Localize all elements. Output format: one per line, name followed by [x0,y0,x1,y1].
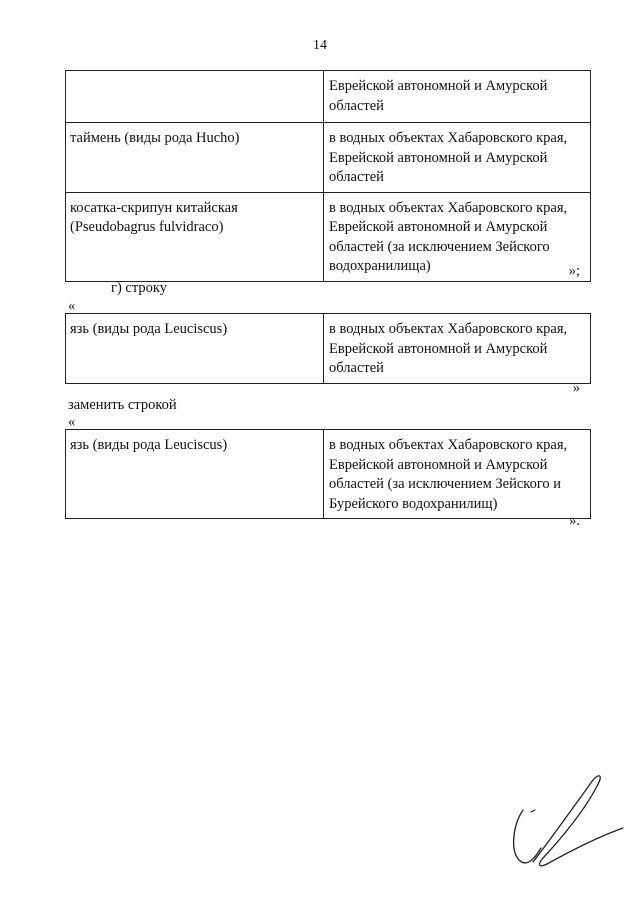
page-number: 14 [313,38,327,53]
replaced-row-table [65,313,591,384]
table-row [66,192,591,281]
species-cell: язь (виды рода Leuciscus) [66,314,324,384]
region-cell: в водных объектах Хабаровского края, Еврейской автономной и Амурской областей (за исключением Зейского и Бурейского водохранилищ) [324,430,591,519]
table-row [66,71,591,123]
regulation-table-continued [65,70,591,282]
section-label: г) строку [111,280,167,296]
signature-icon [505,770,625,870]
opening-quote: « [68,298,76,314]
species-cell: косатка-скрипун китайская (Pseudobagrus fulvidraco) [66,192,324,281]
region-cell: в водных объектах Хабаровского края, Еврейской автономной и Амурской областей (за исключением Зейского водохранилища) [324,192,591,281]
opening-quote: « [68,414,76,430]
region-cell: в водных объектах Хабаровского края, Еврейской автономной и Амурской областей [324,123,591,193]
closing-quote: ». [569,513,580,529]
table-row [66,430,591,519]
replace-label: заменить строкой [68,397,177,413]
closing-quote: » [572,380,580,396]
region-cell: в водных объектах Хабаровского края, Еврейской автономной и Амурской областей [324,314,591,384]
region-cell: Еврейской автономной и Амурской областей [324,71,591,123]
species-cell [66,71,324,123]
species-cell: язь (виды рода Leuciscus) [66,430,324,519]
replacement-row-table [65,429,591,519]
table-row [66,314,591,384]
closing-quote: »; [568,263,580,279]
species-cell: таймень (виды рода Hucho) [66,123,324,193]
table-row [66,123,591,193]
